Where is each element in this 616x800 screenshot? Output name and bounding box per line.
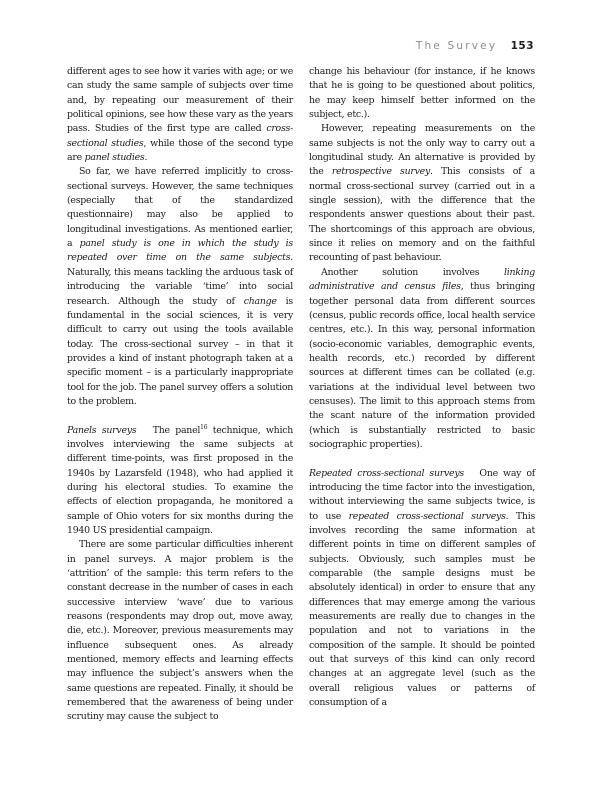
right-column — [309, 65, 535, 710]
section-paragraph: Repeated cross-sectional surveys One way of introducing the time factor into the investigation, without interviewing the same subjects twice, is to use repeated cross-sectional surveys. This involves recording the same information at different points in time on different samples of subjects. Obviously, such samples must be comparable (the sample designs must be absolutely identical) in order to ensure that any differences that may emerge among the various measurements are really due to changes in the population and not to variations in the composition of the sample. It should be pointed out that surveys of this kind can only record changes at an aggregate level (such as the overall religious values or patterns of consumption of a — [309, 467, 536, 709]
section-paragraph: Panels surveys The panel$^{16}$ technique, which involves interviewing the same subjects at different time-points, was first proposed in the 1940s by Lazarsfeld (1948), who had applied it during his electoral studies. To examine the effects of election propaganda, he monitored a sample of Ohio voters for six months during the 1940 US presidential campaign. — [67, 423, 293, 536]
italic-definition: panel study is one in which the study is repeated over time on the same subjects — [67, 238, 293, 264]
running-header — [416, 40, 534, 52]
italic-term: repeated cross-sectional surveys — [348, 510, 506, 522]
footnote-marker: 16 — [200, 423, 208, 431]
paragraph: change his behaviour (for instance, if he knows that he is going to be questioned about politics, he may keep himself better informed on the subject, etc.). — [309, 66, 535, 121]
paragraph: So far, we have referred implicitly to cross-sectional surveys. However, the same techniques (especially that of the standardized questionnaire) may also be applied to longitudinal investigations. As mentioned earlier, a panel study is one in which the study is repeated over time on the same subjects. Naturally, this means tackling the arduous task of introducing the variable ‘time’ into social research. Although the study of change is fundamental in the social sciences, it is very difficult to carry out using the tools available today. The cross-sectional survey – in that it provides a kind of instant photograph taken at a specific moment – is a particularly inappropriate tool for the job. The panel survey offers a solution to the problem. — [67, 166, 293, 407]
paragraph: Another solution involves linking administrative and census files, thus bringing together personal data from different sources (census, public records office, local health service centres, etc.). In this way, personal information (socio-economic variables, demographic events, health records, etc.) recorded by different sources at different times can be collated (e.g. variations at the individual level between two censuses). The limit to this approach stems from the scant nature of the information provided (which is substantially restricted to basic sociographic properties). — [309, 266, 535, 450]
paragraph: different ages to see how it varies with age; or we can study the same sample of subjects over time and, by repeating our measurement of their political opinions, see how these vary as the years pass. Studies of the first type are called cross-sectional studies, while those of the second type are panel studies. — [67, 66, 293, 164]
paragraph: There are some particular difficulties inherent in panel surveys. A major problem is the ‘attrition’ of the sample: this term refers to the constant decrease in the number of cases in each successive interview ‘wave’ due to various reasons (respondents may drop out, move away, die, etc.). Moreover, previous measurements may influence subsequent ones. As already mentioned, memory effects and learning effects may influence the subject’s answers when the same questions are repeated. Finally, it should be remembered that the awareness of being under scrutiny may cause the subject to — [67, 539, 293, 723]
italic-term: panel studies — [84, 152, 145, 164]
italic-term: cross-sectional studies — [67, 123, 293, 149]
italic-term: linking administrative and census files — [309, 266, 535, 293]
running-title: The Survey — [415, 40, 498, 52]
paragraph: However, repeating measurements on the same subjects is not the only way to carry out a longitudinal study. An alternative is provided by the retrospective survey. This consists of a normal cross-sectional survey (carried out in a single session), with the difference that the respondents answer questions about their past. The shortcomings of this approach are obvious, since it relies on memory and on the faithful recounting of past behaviour. — [309, 123, 535, 264]
section-heading: Panels surveys — [67, 424, 137, 436]
left-column — [67, 65, 293, 725]
section-heading: Repeated cross-sectional surveys — [309, 467, 464, 479]
italic-term: change — [243, 295, 277, 307]
page-number: 153 — [510, 40, 534, 52]
italic-term: retrospective survey — [331, 166, 431, 178]
